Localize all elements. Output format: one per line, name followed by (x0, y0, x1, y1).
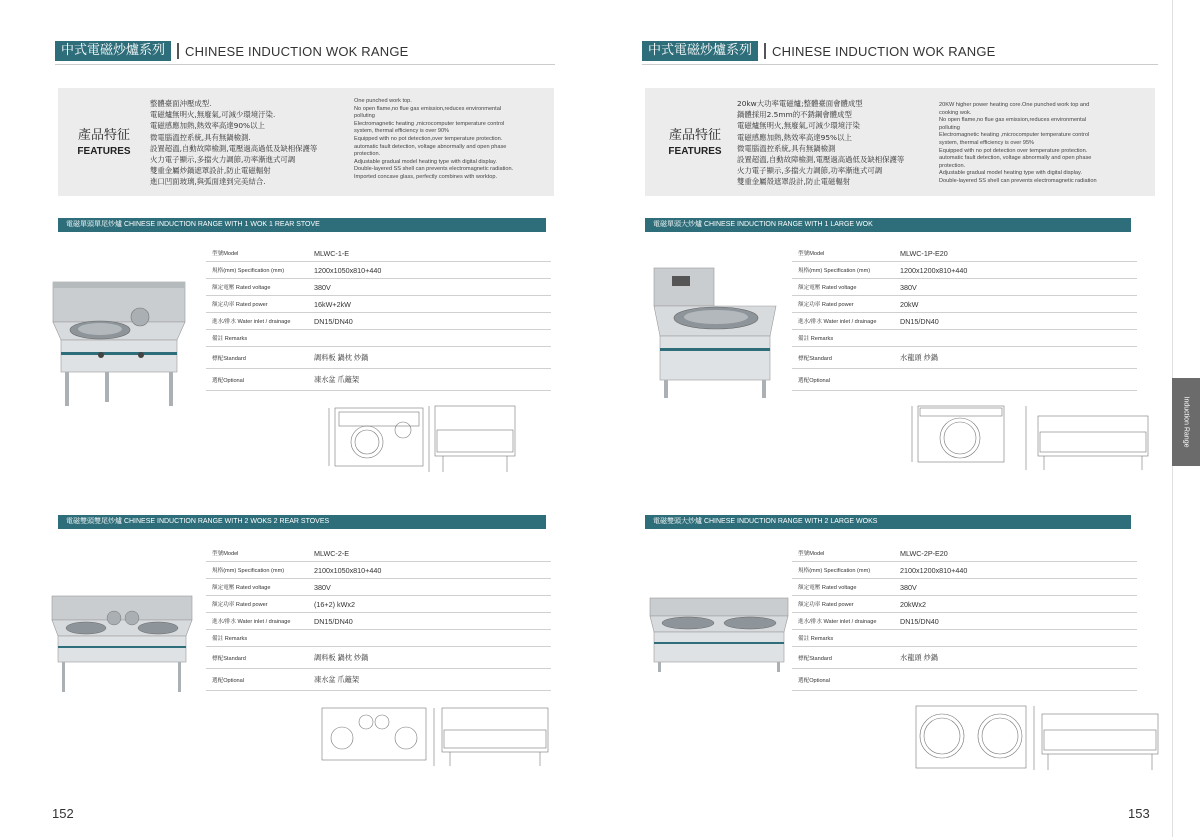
feature-en-line: polluting (939, 124, 960, 131)
spec-row (206, 596, 551, 613)
spec-key: 備註 Remarks (212, 336, 248, 342)
spec-row (792, 369, 1137, 391)
feature-en-line: system, thermal efficiency is over 95% (939, 139, 1035, 146)
header-cn-title: 中式電磁炒爐系列 (642, 41, 758, 61)
spec-value: 380V (900, 582, 917, 592)
section-bar-product-1: 電磁單頭單尾炒爐 CHINESE INDUCTION RANGE WITH 1 WOK 1 REAR STOVE (58, 218, 546, 232)
spec-key: 選配Optional (212, 377, 245, 384)
section-bar-product-4: 電磁雙頭大炒爐 CHINESE INDUCTION RANGE WITH 2 LARGE WOKS (645, 515, 1131, 529)
feature-cn-line: 微電腦溫控系統,具有無鍋檢測. (150, 132, 251, 142)
spec-value: DN15/DN40 (314, 616, 353, 626)
spec-row (206, 369, 551, 391)
page-right (600, 0, 1200, 837)
spec-key: 額定功率 Rated power (798, 302, 854, 308)
spec-row (206, 347, 551, 369)
spec-row (792, 262, 1137, 279)
spec-row (206, 630, 551, 647)
feature-cn-line: 整體臺面沖壓成型. (150, 99, 212, 108)
features-box (645, 88, 1155, 196)
header-cn-title: 中式電磁炒爐系列 (55, 41, 171, 61)
spec-key: 型號Model (212, 551, 239, 557)
product-photo-double-large-wok-range (646, 592, 792, 674)
spec-row (792, 330, 1137, 347)
spec-row (206, 669, 551, 691)
feature-en-line: Equipped with no pot detection over temperature protection. (939, 147, 1088, 154)
spec-key: 規格(mm) Specification (mm) (798, 268, 871, 274)
spec-row (792, 347, 1137, 369)
header-rule (642, 64, 1158, 65)
feature-en-line: Electromagnetic heating ,microcomputer temperature control (939, 132, 1090, 139)
spec-value: 水龍頭 炒鍋 (900, 352, 938, 362)
page-header (642, 41, 996, 61)
spec-row (206, 613, 551, 630)
spec-value: 380V (900, 282, 917, 292)
feature-cn-line: 設置超溫,自動故障檢測,電壓過高過低及缺相保護等 (737, 155, 905, 165)
spec-value: MLWC-1-E (314, 248, 350, 258)
spec-row (792, 647, 1137, 669)
header-separator (764, 43, 766, 59)
spec-value: 2100x1200x810+440 (900, 565, 968, 575)
spec-value: 1200x1200x810+440 (900, 265, 968, 275)
header-rule (55, 64, 555, 65)
feature-en-line: Equipped with no pot detection,over temperature protection. (354, 135, 503, 142)
feature-en-line: Electromagnetic heating ,microcomputer temperature control (354, 120, 505, 127)
spec-row (792, 279, 1137, 296)
spec-row (792, 296, 1137, 313)
feature-en-line: system, thermal efficiency is over 90% (354, 128, 450, 135)
spec-row (206, 330, 551, 347)
spec-row (206, 279, 551, 296)
spec-row (206, 545, 551, 562)
header-separator (177, 43, 179, 59)
feature-cn-line: 進口凹面玻璃,與弧面達到完美結合. (150, 177, 266, 187)
feature-cn-line: 微電腦溫控系統,具有無鍋檢測 (737, 143, 836, 153)
spec-key: 進水/排水 Water inlet / drainage (212, 319, 291, 325)
product-photo-large-wok-range (650, 262, 780, 402)
feature-en-line: Double-layered SS shell can prevents electromagnetic radiation. (354, 166, 514, 173)
spec-value: MLWC-2P-E20 (900, 548, 948, 558)
spec-key: 選配Optional (798, 377, 831, 384)
spec-value: MLWC-2-E (314, 548, 350, 558)
spec-value: MLWC-1P-E20 (900, 248, 948, 258)
spec-row (792, 562, 1137, 579)
features-label-cn: 產品特征 (77, 128, 130, 143)
features-label-cn: 產品特征 (668, 128, 721, 143)
page-header (55, 41, 409, 61)
feature-en-line: One punched work top. (354, 98, 412, 104)
spec-key: 額定電壓 Rated voltage (212, 285, 271, 291)
section-bar-product-2: 電磁雙頭雙尾炒爐 CHINESE INDUCTION RANGE WITH 2 WOKS 2 REAR STOVES (58, 515, 546, 529)
feature-en-line: Imported concave glass, perfectly combines with worktop. (354, 173, 498, 180)
spec-row (792, 579, 1137, 596)
spec-row (206, 579, 551, 596)
spec-row (206, 245, 551, 262)
features-label (655, 124, 735, 157)
spec-row (792, 313, 1137, 330)
technical-drawing-product-2 (318, 700, 558, 775)
feature-en-line: protection. (939, 162, 966, 169)
spec-row (792, 596, 1137, 613)
features-cn-text (150, 98, 340, 188)
feature-cn-line: 設置超溫,自動故障檢測,電壓過高過低及缺相保護等 (150, 143, 318, 153)
spec-row (792, 669, 1137, 691)
section-bar-product-3: 電磁單頭大炒爐 CHINESE INDUCTION RANGE WITH 1 LARGE WOK (645, 218, 1131, 232)
spec-key: 標配Standard (798, 655, 832, 662)
feature-cn-line: 雙重金屬炒鍋遮罩設計,防止電磁輻射 (150, 166, 271, 176)
spec-table-product-2 (206, 545, 551, 691)
spec-table-product-1 (206, 245, 551, 391)
spec-key: 進水/排水 Water inlet / drainage (798, 619, 877, 625)
feature-cn-line: 火力電子顯示,多擋火力調節,功率漸進式可調 (737, 166, 883, 176)
technical-drawing-product-1 (325, 400, 540, 480)
spec-row (206, 262, 551, 279)
spec-value: (16+2) kWx2 (314, 599, 355, 609)
spec-key: 備註 Remarks (798, 336, 834, 342)
feature-en-line: cooking wok. (939, 109, 972, 116)
feature-en-line: automatic fault detection, voltage abnormally and open phase (939, 155, 1092, 162)
spec-row (792, 545, 1137, 562)
spec-row (792, 245, 1137, 262)
feature-en-line: Double-layered SS shell can prevents electromagnetic radiation (939, 177, 1097, 184)
spec-row (206, 296, 551, 313)
spec-key: 額定功率 Rated power (212, 302, 268, 308)
side-tab-induction-range (1172, 378, 1200, 466)
header-en-title: CHINESE INDUCTION WOK RANGE (185, 43, 409, 59)
feature-en-line: Adjustable gradual model heating type with digital display. (939, 170, 1082, 177)
feature-en-line: Adjustable gradual model heating type with digital display. (354, 158, 497, 165)
spec-key: 額定電壓 Rated voltage (798, 285, 857, 291)
spec-value: 調料板 鍋枕 炒鍋 (314, 352, 369, 362)
spec-key: 規格(mm) Specification (mm) (798, 568, 871, 574)
product-photo-double-wok-range (48, 588, 196, 698)
spec-row (792, 630, 1137, 647)
header-en-title: CHINESE INDUCTION WOK RANGE (772, 43, 996, 59)
product-photo-single-wok-range (45, 262, 190, 410)
spec-value: DN15/DN40 (314, 316, 353, 326)
spec-key: 備註 Remarks (798, 636, 834, 642)
spec-key: 型號Model (798, 551, 825, 557)
spec-key: 型號Model (212, 251, 239, 257)
spec-key: 標配Standard (798, 355, 832, 362)
spec-value: 凍水盆 爪籬架 (314, 674, 360, 684)
spec-key: 進水/排水 Water inlet / drainage (798, 319, 877, 325)
page-number-left: 152 (52, 806, 74, 821)
spec-key: 進水/排水 Water inlet / drainage (212, 619, 291, 625)
feature-cn-line: 20kw大功率電磁爐;整體臺面會體成型 (737, 99, 863, 108)
spec-key: 標配Standard (212, 655, 246, 662)
spec-value: DN15/DN40 (900, 316, 939, 326)
spec-row (206, 647, 551, 669)
spec-value: 380V (314, 282, 331, 292)
feature-cn-line: 電磁爐無明火,無廢氣,可減少環境汙染. (150, 110, 276, 120)
spec-value: 380V (314, 582, 331, 592)
feature-en-line: protection. (354, 151, 381, 158)
technical-drawing-product-4 (908, 700, 1168, 778)
spec-key: 型號Model (798, 251, 825, 257)
technical-drawing-product-3 (908, 400, 1158, 475)
features-label-en: FEATURES (77, 146, 131, 157)
spec-table-product-4 (792, 545, 1137, 691)
spec-key: 額定電壓 Rated voltage (798, 585, 857, 591)
feature-cn-line: 火力電子顯示,多擋火力調節,功率漸進式可調 (150, 155, 296, 165)
spec-key: 選配Optional (212, 677, 245, 684)
spec-value: 16kW+2kW (314, 299, 351, 309)
spec-table-product-3 (792, 245, 1137, 391)
spec-row (206, 562, 551, 579)
spec-value: DN15/DN40 (900, 616, 939, 626)
page-number-right: 153 (1128, 806, 1150, 821)
features-cn-text (737, 98, 927, 188)
spec-key: 額定功率 Rated power (212, 602, 268, 608)
feature-en-line: automatic fault detection, voltage abnormally and open phase (354, 143, 507, 150)
feature-en-line: No open flame,no flue gas emission,reduces environmental (939, 117, 1087, 124)
spec-key: 額定電壓 Rated voltage (212, 585, 271, 591)
features-label (64, 124, 144, 157)
features-en-text (354, 98, 529, 182)
feature-en-line: polluting (354, 113, 375, 120)
features-box (58, 88, 554, 196)
spec-key: 選配Optional (798, 677, 831, 684)
feature-cn-line: 電磁感應加熱,熱效率高達90%以上 (150, 121, 265, 131)
features-en-text (939, 102, 1114, 186)
feature-en-line: No open flame,no flue gas emission,reduces environmental (354, 105, 502, 112)
spec-key: 備註 Remarks (212, 636, 248, 642)
spec-key: 標配Standard (212, 355, 246, 362)
spec-key: 規格(mm) Specification (mm) (212, 268, 285, 274)
spec-value: 水龍頭 炒鍋 (900, 652, 938, 662)
feature-cn-line: 電磁爐無明火,無廢氣,可減少環境汙染 (737, 121, 860, 131)
features-label-en: FEATURES (668, 146, 722, 157)
spec-value: 2100x1050x810+440 (314, 565, 382, 575)
spec-value: 凍水盆 爪籬架 (314, 374, 360, 384)
spec-key: 額定功率 Rated power (798, 602, 854, 608)
spec-value: 20kW (900, 299, 919, 309)
spec-value: 20kWx2 (900, 599, 926, 609)
spec-row (792, 613, 1137, 630)
side-tab-label: Induction Range (1182, 396, 1190, 448)
feature-en-line: 20KW higher power heating core.One punched work top and (939, 102, 1090, 108)
feature-cn-line: 雙重金屬殼遮罩設計,防止電磁輻射 (737, 177, 851, 187)
spec-row (206, 313, 551, 330)
spec-key: 規格(mm) Specification (mm) (212, 568, 285, 574)
spec-value: 調料板 鍋枕 炒鍋 (314, 652, 369, 662)
feature-cn-line: 電磁感應加熱,熱效率高達95%以上 (737, 132, 852, 142)
spec-value: 1200x1050x810+440 (314, 265, 382, 275)
feature-cn-line: 鍋體採用2.5mm的不銹鋼會體成型 (737, 110, 852, 120)
